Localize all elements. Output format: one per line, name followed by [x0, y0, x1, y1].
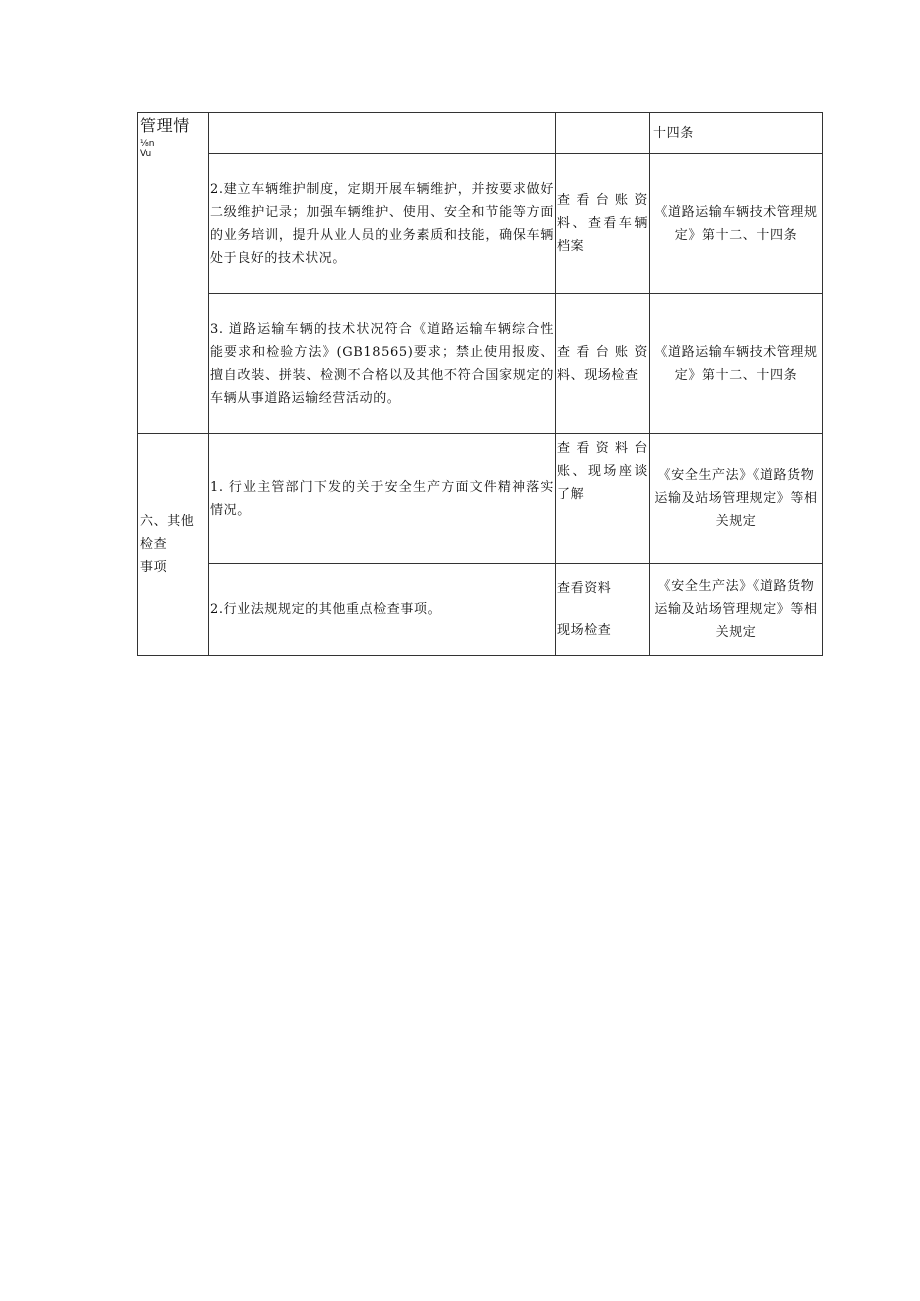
method-line: 查看资料 [557, 580, 612, 596]
requirement-cell [209, 113, 556, 154]
table-row [138, 113, 823, 154]
method-cell: 查看台账资料、现场检查 [556, 294, 650, 434]
method-cell [556, 113, 650, 154]
table-row [138, 434, 823, 564]
requirement-cell: 1. 行业主管部门下发的关于安全生产方面文件精神落实情况。 [209, 434, 556, 564]
category-cell-management [138, 113, 209, 434]
method-line: 现场检查 [557, 622, 612, 638]
table-row [138, 294, 823, 434]
table-row [138, 564, 823, 656]
category-line: 事项 [140, 560, 168, 575]
inspection-table [137, 112, 823, 656]
method-cell: 查看台账资料、查看车辆档案 [556, 154, 650, 294]
category-line: 六、其他 [140, 514, 195, 529]
basis-cell: 《道路运输车辆技术管理规定》第十二、十四条 [650, 154, 823, 294]
category-cell-other-items [138, 434, 209, 656]
basis-cell: 十四条 [650, 113, 823, 154]
requirement-cell: 3. 道路运输车辆的技术状况符合《道路运输车辆综合性能要求和检验方法》(GB18565)要求；禁止使用报废、擅自改装、拼装、检测不合格以及其他不符合国家规定的车辆从事道路运输经营活动的。 [209, 294, 556, 434]
category-line: 检查 [140, 537, 168, 552]
basis-cell: 《安全生产法》《道路货物运输及站场管理规定》等相关规定 [650, 564, 823, 656]
category-garbled-text: ⅛n [140, 139, 155, 149]
category-title: 管理情 [140, 116, 190, 135]
requirement-cell: 2.建立车辆维护制度，定期开展车辆维护，并按要求做好二级维护记录；加强车辆维护、使用、安全和节能等方面的业务培训，提升从业人员的业务素质和技能，确保车辆处于良好的技术状况。 [209, 154, 556, 294]
method-cell [556, 564, 650, 656]
basis-cell: 《安全生产法》《道路货物运输及站场管理规定》等相关规定 [650, 434, 823, 564]
category-garbled-text: Vu [140, 149, 152, 159]
method-cell: 查看资料台账、现场座谈了解 [556, 434, 650, 564]
table-row [138, 154, 823, 294]
requirement-cell: 2.行业法规规定的其他重点检查事项。 [209, 564, 556, 656]
basis-cell: 《道路运输车辆技术管理规定》第十二、十四条 [650, 294, 823, 434]
